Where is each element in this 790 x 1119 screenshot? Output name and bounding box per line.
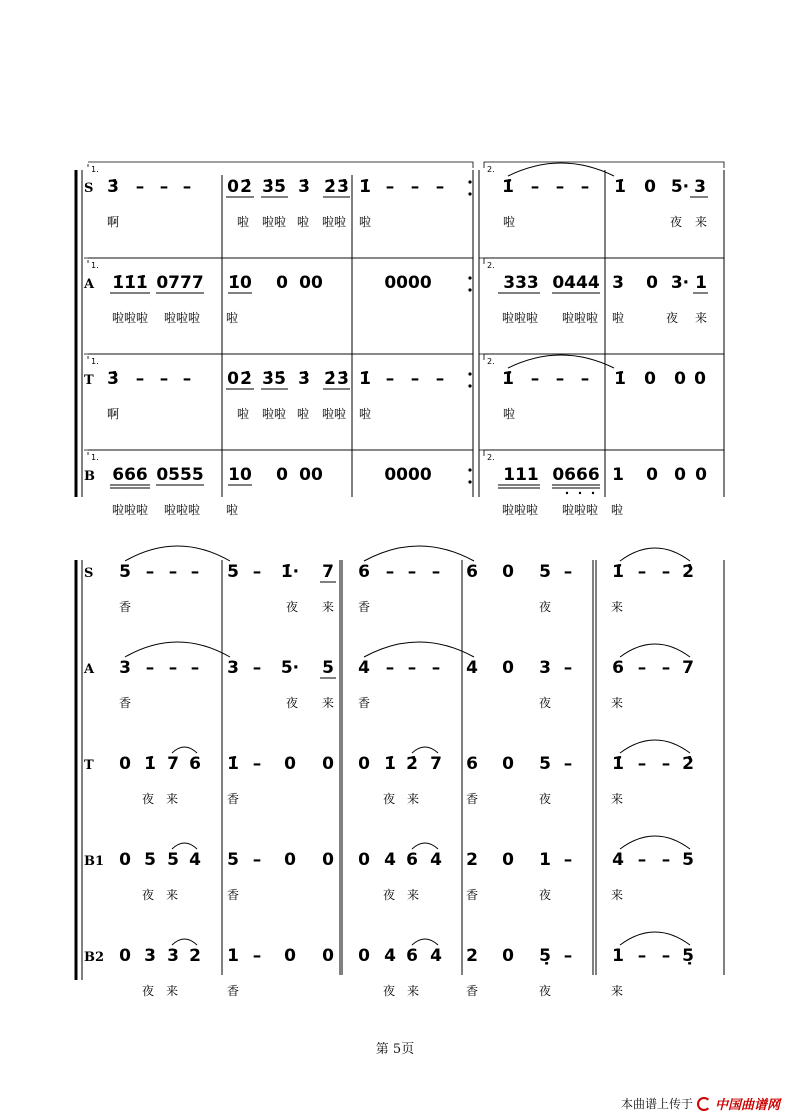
note: 3̇ [298, 369, 310, 389]
volta-bracket [88, 162, 473, 168]
page-number: 第 5页 [375, 1042, 415, 1057]
note: 1 [612, 465, 624, 485]
lyric: 夜 [382, 984, 396, 998]
note: 5· [670, 177, 690, 197]
lyric: 夜 [285, 600, 299, 614]
note: 7 [682, 658, 694, 678]
lyric: 夜 [285, 696, 299, 710]
note: – [563, 562, 573, 582]
note: 2̇ [324, 369, 336, 389]
note: 5 [682, 850, 694, 870]
note: – [580, 369, 590, 389]
volta-bracket [484, 354, 724, 360]
lyric: 夜 [669, 215, 683, 229]
note: – [530, 369, 540, 389]
lyric: 来 [165, 888, 179, 902]
note: 4 [358, 658, 370, 678]
lyric: 香 [357, 600, 371, 614]
note: – [661, 562, 671, 582]
note: – [145, 658, 155, 678]
lyric: 啦啦啦 [561, 311, 599, 325]
note-group: 1̇1̇1̇ [112, 273, 148, 293]
note: 1 [227, 946, 239, 966]
note: 3 [167, 946, 179, 966]
lyric: 来 [321, 600, 335, 614]
note: 1 [539, 850, 551, 870]
lyric: 夜 [141, 984, 155, 998]
lyric: 啦 [225, 503, 239, 517]
slur [620, 836, 690, 849]
note: 6 [612, 658, 624, 678]
lyric: 来 [406, 888, 420, 902]
note: – [661, 850, 671, 870]
lyric: 香 [226, 888, 240, 902]
note: 1̇ [144, 754, 156, 774]
note: – [159, 369, 169, 389]
slur [125, 546, 230, 561]
note: – [563, 946, 573, 966]
lyric: 夜 [538, 792, 552, 806]
note: 0 [694, 369, 706, 389]
slur [172, 843, 197, 849]
lyric: 夜 [538, 600, 552, 614]
lyric: 啦 [236, 407, 250, 421]
note: 4 [189, 850, 201, 870]
note: – [159, 177, 169, 197]
note: – [435, 177, 445, 197]
note: 5 [227, 562, 239, 582]
volta-bracket [88, 354, 473, 360]
note: 5̇ [274, 369, 286, 389]
repeat-dot [468, 480, 471, 483]
note: 1̇ [614, 369, 626, 389]
note: 0 [322, 946, 334, 966]
note: 1̇ [502, 177, 514, 197]
note: – [410, 369, 420, 389]
note: 1̇· [280, 562, 300, 582]
note: 1̇ [612, 562, 624, 582]
note: 6 [406, 850, 418, 870]
note: – [637, 658, 647, 678]
note: – [637, 850, 647, 870]
repeat-dot [468, 468, 471, 471]
note: 3̇ [262, 177, 274, 197]
note: 0 [276, 465, 288, 485]
note: 0 [695, 465, 707, 485]
note: – [555, 369, 565, 389]
note: 3̇ [298, 177, 310, 197]
note: 0 [119, 850, 131, 870]
note: – [410, 177, 420, 197]
note: 3 [227, 658, 239, 678]
note: – [555, 177, 565, 197]
volta-label: 1. [91, 357, 99, 366]
note: 5̣ [539, 946, 551, 966]
note-group: 0000 [384, 465, 432, 485]
note: – [182, 369, 192, 389]
volta-label: 2. [487, 357, 495, 366]
note: 1 [612, 946, 624, 966]
note: 5 [539, 562, 551, 582]
note: 1̇ [612, 754, 624, 774]
volta-bracket [484, 258, 724, 264]
slur [172, 939, 197, 945]
note: – [252, 754, 262, 774]
note: – [407, 658, 417, 678]
upload-credit [621, 1094, 780, 1113]
volta-bracket [88, 258, 473, 264]
repeat-dot [468, 180, 471, 183]
note-group: 0555 [156, 465, 204, 485]
lyric: 夜 [141, 792, 155, 806]
volta-bracket [484, 162, 724, 168]
note: 0 [502, 658, 514, 678]
note: 0 [674, 369, 686, 389]
note: 3̇ [262, 369, 274, 389]
lyric: 香 [118, 600, 132, 614]
note: 4 [430, 946, 442, 966]
note: – [563, 850, 573, 870]
note: – [252, 850, 262, 870]
note: – [563, 754, 573, 774]
note: 6 [358, 562, 370, 582]
note-group: 0000 [384, 273, 432, 293]
note: 1̇ [227, 754, 239, 774]
note: – [135, 369, 145, 389]
lyric: 香 [465, 792, 479, 806]
note-group: 666 [112, 465, 148, 485]
note: 2̇ [682, 562, 694, 582]
part-label: T [84, 373, 94, 388]
note: 1̇ [502, 369, 514, 389]
note-group: 0444 [552, 273, 600, 293]
note: 2̇ [682, 754, 694, 774]
lyric: 啦啦 [261, 215, 287, 229]
volta-bracket [88, 450, 473, 456]
note: 6 [189, 754, 201, 774]
note: 5̣ [682, 946, 694, 966]
note: – [135, 177, 145, 197]
note: 7 [430, 754, 442, 774]
note: 0 [119, 946, 131, 966]
slur [412, 939, 438, 945]
lyric: 啦 [358, 215, 372, 229]
note: 5 [119, 562, 131, 582]
note: 3 [144, 946, 156, 966]
note: – [168, 658, 178, 678]
part-label: T [84, 758, 94, 773]
note: 0 [646, 465, 658, 485]
slur [125, 642, 230, 657]
repeat-dot [468, 276, 471, 279]
slur [364, 546, 474, 561]
note: 0 [358, 850, 370, 870]
lyric: 来 [406, 792, 420, 806]
part-label: B [84, 469, 95, 484]
note: 2̇ [240, 369, 252, 389]
note: – [530, 177, 540, 197]
lyric: 啦啦啦 [501, 503, 539, 517]
note-group: 1̇0 [228, 273, 252, 293]
note: 7 [322, 562, 334, 582]
lyric: 来 [610, 600, 624, 614]
part-label: A [84, 662, 95, 677]
note: 0 [284, 946, 296, 966]
lyric: 啦啦啦 [111, 311, 149, 325]
note: 5 [539, 754, 551, 774]
note: 2 [466, 946, 478, 966]
note-group: 111 [503, 465, 539, 485]
note: 1̇ [359, 369, 371, 389]
slur [364, 642, 474, 657]
note: – [431, 562, 441, 582]
note-group: 00 [299, 465, 323, 485]
lyric: 来 [694, 311, 708, 325]
lyric: 啦 [502, 215, 516, 229]
note: 5· [280, 658, 300, 678]
note: – [385, 658, 395, 678]
note: 0 [276, 273, 288, 293]
lyric: 啦啦啦 [561, 503, 599, 517]
repeat-dot [468, 192, 471, 195]
note: 3̇ [337, 177, 349, 197]
note: 0 [358, 946, 370, 966]
note: 5̇ [274, 177, 286, 197]
lyric: 啦 [610, 503, 624, 517]
volta-label: 2. [487, 261, 495, 270]
slur [620, 740, 690, 753]
lyric: 啦 [236, 215, 250, 229]
note: 0 [227, 177, 239, 197]
repeat-dot [468, 288, 471, 291]
slur [620, 644, 690, 657]
note: – [580, 177, 590, 197]
note: 1 [695, 273, 707, 293]
note: 0 [284, 850, 296, 870]
note: 3 [694, 177, 706, 197]
note: – [407, 562, 417, 582]
note: – [182, 177, 192, 197]
note: – [190, 562, 200, 582]
lyric: 来 [406, 984, 420, 998]
lyric: 香 [226, 984, 240, 998]
note: 0 [502, 562, 514, 582]
volta-label: 2. [487, 453, 495, 462]
note: – [385, 369, 395, 389]
note: 6 [466, 754, 478, 774]
note: 3̇ [107, 369, 119, 389]
lyric: 香 [465, 888, 479, 902]
part-label: B1 [84, 854, 105, 869]
note: 1̇ [614, 177, 626, 197]
site-logo-icon [697, 1097, 711, 1111]
lyric: 香 [118, 696, 132, 710]
repeat-dot [468, 384, 471, 387]
lyric: 啦啦 [261, 407, 287, 421]
repeat-dot [468, 372, 471, 375]
note: 4 [466, 658, 478, 678]
note: 5 [227, 850, 239, 870]
slur [412, 747, 438, 753]
note-group: 10 [228, 465, 252, 485]
note: 3̇ [337, 369, 349, 389]
note: 4 [612, 850, 624, 870]
note: 0 [322, 754, 334, 774]
note: 6 [466, 562, 478, 582]
note: – [190, 658, 200, 678]
lyric: 香 [357, 696, 371, 710]
note: – [252, 658, 262, 678]
site-logo-text: 中国曲谱网 [714, 1098, 780, 1113]
octave-dot [566, 492, 568, 494]
note: – [637, 946, 647, 966]
note: 6 [406, 946, 418, 966]
lyric: 来 [610, 696, 624, 710]
part-label: S [84, 566, 94, 581]
note: – [637, 754, 647, 774]
note: 0 [674, 465, 686, 485]
note: – [563, 658, 573, 678]
part-label: B2 [84, 950, 105, 965]
note: 4 [430, 850, 442, 870]
note: 2̇ [324, 177, 336, 197]
note: – [661, 754, 671, 774]
note: – [637, 562, 647, 582]
slur [620, 932, 690, 945]
lyric: 来 [610, 984, 624, 998]
note: 0 [322, 850, 334, 870]
note: 0 [358, 754, 370, 774]
lyric: 啦 [296, 407, 310, 421]
volta-label: 1. [91, 261, 99, 270]
lyric: 啦 [358, 407, 372, 421]
upload-text: 本曲谱上传于 [620, 1097, 693, 1111]
note: 0 [502, 754, 514, 774]
lyric: 啦 [296, 215, 310, 229]
lyric: 啦啦啦 [163, 311, 201, 325]
note-group: 0777 [156, 273, 204, 293]
lyric: 啦啦 [321, 407, 347, 421]
slur [412, 843, 438, 849]
part-label: A [84, 277, 95, 292]
note: 2 [466, 850, 478, 870]
note: – [385, 562, 395, 582]
note-group: 333 [503, 273, 539, 293]
lyric: 啦啦啦 [501, 311, 539, 325]
note: 5 [144, 850, 156, 870]
note: – [252, 946, 262, 966]
note: 0 [227, 369, 239, 389]
slur [508, 355, 614, 368]
note: 0 [644, 177, 656, 197]
volta-label: 2. [487, 165, 495, 174]
lyric: 夜 [382, 792, 396, 806]
note: 4 [384, 946, 396, 966]
note: 0 [284, 754, 296, 774]
note: 5 [167, 850, 179, 870]
note: 3 [612, 273, 624, 293]
lyric: 啦 [225, 311, 239, 325]
note: 0 [502, 850, 514, 870]
note: 5 [322, 658, 334, 678]
note-group: 00 [299, 273, 323, 293]
note: – [168, 562, 178, 582]
lyric: 啦 [611, 311, 625, 325]
lyric: 夜 [141, 888, 155, 902]
note: 3 [539, 658, 551, 678]
lyric: 来 [165, 792, 179, 806]
part-label: S [84, 181, 94, 196]
octave-dot [592, 492, 594, 494]
note: 4 [384, 850, 396, 870]
note: 2 [189, 946, 201, 966]
note: 0 [119, 754, 131, 774]
lyric: 啦啦啦 [163, 503, 201, 517]
note: 0 [646, 273, 658, 293]
note: – [661, 946, 671, 966]
note: 3 [119, 658, 131, 678]
lyric: 来 [321, 696, 335, 710]
note-group: 0666 [552, 465, 600, 485]
lyric: 啦 [502, 407, 516, 421]
note: – [145, 562, 155, 582]
lyric: 来 [694, 215, 708, 229]
lyric: 夜 [665, 311, 679, 325]
lyric: 香 [465, 984, 479, 998]
slur [620, 548, 690, 561]
note: 3· [670, 273, 690, 293]
note: – [252, 562, 262, 582]
note: – [661, 658, 671, 678]
note: 0 [644, 369, 656, 389]
note: 2̇ [406, 754, 418, 774]
lyric: 啦啦啦 [111, 503, 149, 517]
volta-label: 1. [91, 165, 99, 174]
lyric: 夜 [382, 888, 396, 902]
note: 1̇ [384, 754, 396, 774]
slur [508, 163, 614, 176]
volta-bracket [484, 450, 724, 456]
lyric: 来 [610, 792, 624, 806]
lyric: 啊 [106, 215, 120, 229]
note: – [385, 177, 395, 197]
lyric: 来 [165, 984, 179, 998]
note: 2̇ [240, 177, 252, 197]
lyric: 夜 [538, 888, 552, 902]
note: 1̇ [359, 177, 371, 197]
note: – [431, 658, 441, 678]
volta-label: 1. [91, 453, 99, 462]
note: – [435, 369, 445, 389]
slur [172, 747, 197, 753]
lyric: 啊 [106, 407, 120, 421]
lyric: 夜 [538, 984, 552, 998]
lyric: 来 [610, 888, 624, 902]
lyric: 香 [226, 792, 240, 806]
lyric: 夜 [538, 696, 552, 710]
note: 0 [502, 946, 514, 966]
octave-dot [579, 492, 581, 494]
note: 3̇ [107, 177, 119, 197]
lyric: 啦啦 [321, 215, 347, 229]
note: 7 [167, 754, 179, 774]
